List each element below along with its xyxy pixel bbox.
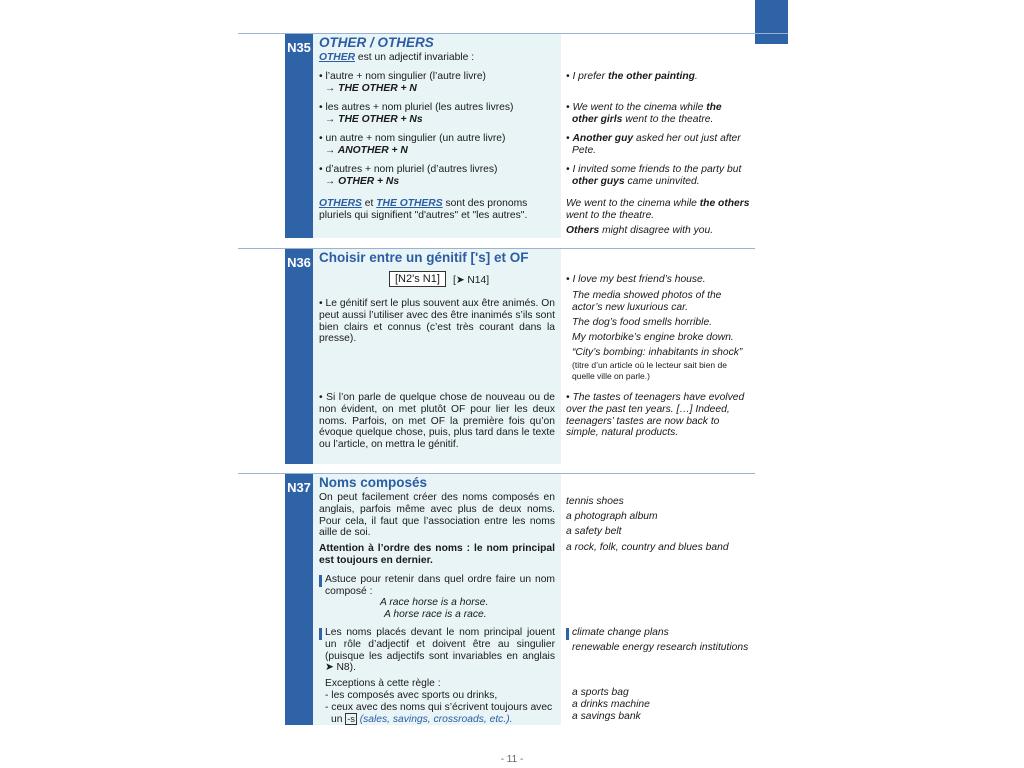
pronoun-text: OTHERS et THE OTHERS sont des pronoms (319, 198, 528, 209)
tip-example-2: A horse race is a race. (384, 609, 487, 620)
compound-example-5: climate change plans (572, 627, 669, 638)
tip-bar (319, 575, 322, 587)
section-title: Noms composés (319, 475, 428, 490)
pronoun-example-2: Others might disagree with you. (566, 225, 714, 236)
section-title: OTHER / OTHERS (319, 35, 434, 50)
genitive-note-2: quelle ville on parle.) (572, 371, 650, 381)
exception-1: - les composés avec sports ou drinks, (325, 690, 498, 701)
paragraph-adjective: Les noms placés devant le nom principal jouent un rôle d’adjectif et doivent être au singulier (puisque les adjectifs sont invariables en anglais ➤ N8). (325, 627, 555, 674)
compound-example-6: renewable energy research institutions (572, 642, 749, 653)
tip-example-1: A race horse is a horse. (380, 597, 489, 608)
compound-example-3: a safety belt (566, 526, 622, 537)
exception-3: un -s (sales, savings, crossroads, etc.). (331, 714, 513, 725)
adjective-bar (319, 628, 322, 640)
pronoun-text-cont: pluriels qui signifient "d'autres" et "les autres". (319, 210, 528, 221)
rule-1-arrow: → THE OTHER + N (325, 83, 417, 94)
section-n36 (285, 249, 755, 464)
intro-text: OTHER est un adjectif invariable : (319, 52, 475, 63)
rule-2-example: • We went to the cinema while the (566, 102, 722, 113)
tip-text: Astuce pour retenir dans quel ordre faire un nom composé : (325, 574, 555, 597)
exceptions-title: Exceptions à cette règle : (325, 678, 441, 689)
paragraph-intro: On peut facilement créer des noms composés en anglais, parfois même avec plus de deux noms. Pour cela, il faut que l’association entre les noms aille de soi. (319, 492, 555, 539)
page-number: - 11 - (500, 754, 524, 765)
compound-example-2: a photograph album (566, 511, 658, 522)
pronoun-example-1-cont: went to the theatre. (566, 210, 655, 221)
exception-example-1: a sports bag (572, 687, 629, 698)
genitive-example-5: “City’s bombing: inhabitants in shock” (572, 347, 743, 358)
section-n35 (285, 34, 755, 238)
rule-3-fr: • un autre + nom singulier (un autre livre) (319, 133, 506, 144)
rule-2-arrow: → THE OTHER + Ns (325, 114, 423, 125)
section-number: N36 (285, 249, 313, 464)
section-title: Choisir entre un génitif ['s] et OF (319, 250, 529, 265)
exception-2: - ceux avec des noms qui s’écrivent toujours avec (325, 702, 553, 713)
exception-example-3: a savings bank (572, 711, 641, 722)
compound-example-1: tennis shoes (566, 496, 624, 507)
rule-2-example-cont: other girls went to the theatre. (572, 114, 714, 125)
genitive-formula: [N2's N1] (389, 271, 446, 287)
rule-4-example: • I invited some friends to the party but (566, 164, 742, 175)
section-number: N35 (285, 34, 313, 238)
genitive-note-1: (titre d’un article où le lecteur sait bien de (572, 360, 727, 370)
genitive-example-2: The media showed photos of the actor’s new luxurious car. (572, 290, 722, 313)
rule-3-example: • Another guy asked her out just after (566, 133, 741, 144)
teenagers-example: • The tastes of teenagers have evolved over the past ten years. […] Indeed, teenagers’ tastes are now back to simple, natural products. (566, 392, 745, 439)
rule-3-example-cont: Pete. (572, 145, 597, 156)
page-corner-tab (755, 0, 788, 44)
pronoun-example-1: We went to the cinema while the others (566, 198, 750, 209)
exception-example-2: a drinks machine (572, 699, 650, 710)
rule-4-fr: • d’autres + nom pluriel (d’autres livres) (319, 164, 498, 175)
genitive-example-3: The dog’s food smells horrible. (572, 317, 713, 328)
paragraph-order: Attention à l’ordre des noms : le nom principal est toujours en dernier. (319, 543, 555, 566)
rule-1-fr: • l’autre + nom singulier (l’autre livre) (319, 71, 486, 82)
paragraph-of: • Si l’on parle de quelque chose de nouveau ou de non évident, on met plutôt OF pour lier les deux noms. Parfois, on met OF la première fois qu’on évoque quelque chose, puis, plus tard dans le texte ou l’article, on mettra le génitif. (319, 392, 555, 451)
rule-1-example: • I prefer the other painting. (566, 71, 698, 82)
rule-4-arrow: → OTHER + Ns (325, 176, 400, 187)
section-n37 (285, 474, 755, 725)
section-number: N37 (285, 474, 313, 725)
rule-2-fr: • les autres + nom pluriel (les autres livres) (319, 102, 514, 113)
rule-3-arrow: → ANOTHER + N (325, 145, 408, 156)
genitive-example-1: • I love my best friend’s house. (566, 274, 706, 285)
formula-reference: [➤ N14] (453, 275, 490, 286)
compound-example-4: a rock, folk, country and blues band (566, 542, 729, 553)
example-bar (566, 628, 569, 640)
paragraph-genitive: • Le génitif sert le plus souvent aux être animés. On peut aussi l’utiliser avec des être inanimés s’ils sont bien clairs et connus (c’est très courant dans la presse). (319, 298, 555, 345)
rule-4-example-cont: other guys came uninvited. (572, 176, 700, 187)
genitive-example-4: My motorbike’s engine broke down. (572, 332, 734, 343)
